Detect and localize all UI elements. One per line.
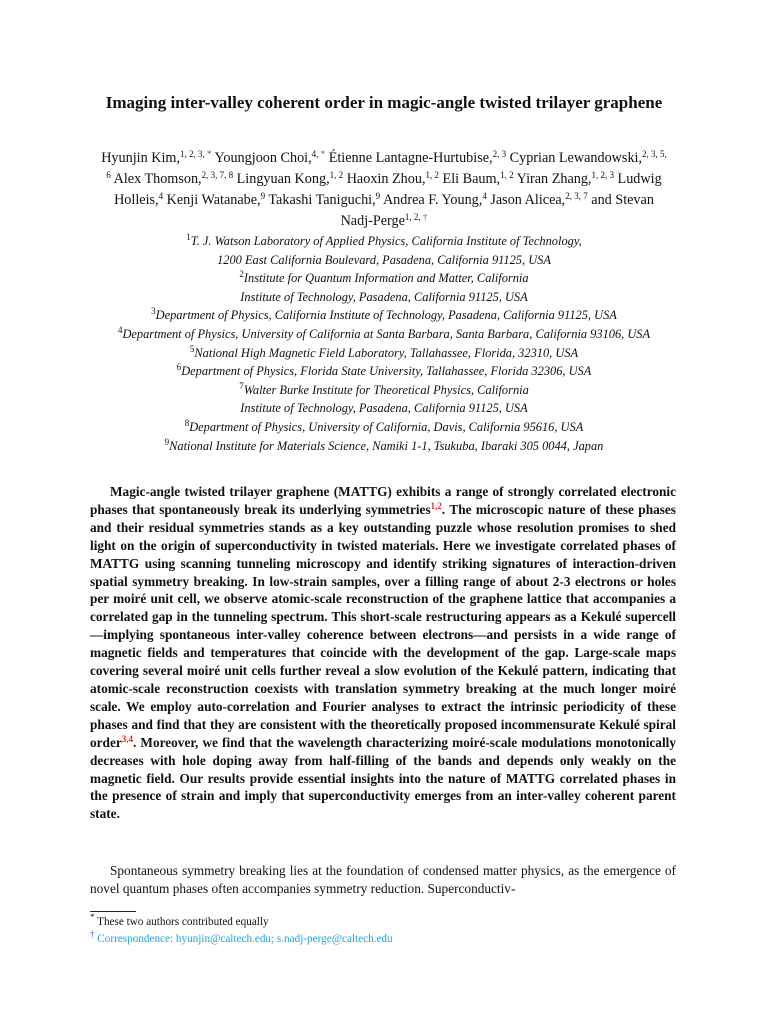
footnote-equal-contribution [90, 914, 676, 931]
author-name: Haoxin Zhou, [346, 171, 426, 187]
footnote-star-text: These two authors contributed equally [97, 916, 269, 928]
abstract-text-1: Magic-angle twisted trilayer graphene (MATTG) exhibits a range of strongly correlated electronic phases that spontaneously break its underlying symmetries [90, 484, 676, 517]
affiliation-text: Institute of Technology, Pasadena, California 91125, USA [240, 401, 528, 416]
affiliation-line [60, 437, 708, 456]
author-name: Lingyuan Kong, [236, 171, 330, 187]
affiliation-text: National Institute for Materials Science, Namiki 1-1, Tsukuba, Ibaraki 305 0044, Japan [169, 438, 604, 453]
affiliation-text: Department of Physics, Florida State University, Tallahassee, Florida 32306, USA [181, 364, 592, 379]
footnote-dagger-mark: † [90, 929, 95, 939]
author-affiliation-numbers: 1, 2 [425, 170, 439, 180]
affiliation-number: 9 [164, 436, 170, 447]
author-footnote-mark[interactable]: † [422, 212, 428, 222]
author-entry [443, 171, 514, 187]
author-name: Hyunjin Kim, [101, 150, 181, 166]
affiliation-text: Department of Physics, University of California at Santa Barbara, Santa Barbara, California 93106, USA [122, 326, 651, 341]
affiliation-line [60, 344, 708, 363]
author-footnote-mark[interactable]: * [207, 149, 212, 159]
author-entry [101, 150, 211, 166]
author-entry [167, 192, 265, 208]
affiliation-line [60, 288, 708, 307]
affiliation-line [60, 269, 708, 288]
author-affiliation-numbers: 4 [158, 191, 164, 201]
author-affiliation-numbers: 2, 3, 5, 6 [106, 149, 667, 180]
author-entry [329, 150, 506, 166]
correspondence-email-link[interactable]: Correspondence: hyunjin@caltech.edu; s.nadj-perge@caltech.edu [97, 933, 393, 945]
affiliation-text: T. J. Watson Laboratory of Applied Physics, California Institute of Technology, [190, 234, 582, 248]
author-affiliation-numbers: 9 [260, 191, 266, 201]
author-entry [490, 192, 587, 208]
affiliation-line [60, 362, 708, 381]
author-name: Yiran Zhang, [516, 171, 592, 187]
affiliation-number: 8 [184, 417, 190, 428]
abstract-text-2: . The microscopic nature of these phases and their residual symmetries stands as a key outstanding puzzle whose resolution promises to shed light on the origin of superconductivity in twisted materials. Here we investigate correlated phases of MATTG using scanning tunneling microscopy and identify striking signatures of interaction-driven spatial symmetry breaking. In low-strain samples, over a filling range of about 2-3 electrons or holes per moiré unit cell, we observe atomic-scale reconstruction of the graphene lattice that accompanies a correlated gap in the tunneling spectrum. This short-scale restructuring appears as a Kekulé supercell—implying spontaneous inter-valley coherence between electrons—and persists in a wide range of magnetic fields and temperatures that coincide with the development of the gap. Large-scale maps covering several moiré unit cells further reveal a slow evolution of the Kekulé pattern, indicating that atomic-scale reconstruction coexists with translation symmetry breaking at the much longer moiré scale. We employ auto-correlation and Fourier analyses to extract the intrinsic periodicity of these phases and find that they are consistent with the theoretically proposed incommensurate Kekulé spiral order [90, 501, 676, 750]
affiliation-line [60, 325, 708, 344]
author-entry [383, 192, 487, 208]
affiliation-number: 3 [151, 306, 156, 317]
author-name: Takashi Taniguchi, [268, 192, 376, 208]
author-affiliation-numbers: 1, 2, 3, [180, 149, 208, 159]
author-name: Étienne Lantagne-Hurtubise, [328, 150, 493, 166]
author-affiliation-numbers: 2, 3 [492, 149, 507, 159]
affiliation-text: 1200 East California Boulevard, Pasadena, California 91125, USA [217, 252, 551, 267]
affiliation-line [60, 399, 708, 418]
author-entry [517, 171, 614, 187]
affiliation-number: 6 [176, 362, 182, 373]
author-entry [237, 171, 344, 187]
author-name: Youngjoon Choi, [214, 150, 312, 166]
author-name: and Stevan Nadj-Perge [340, 192, 654, 229]
affiliation-line [60, 306, 708, 325]
author-name: Kenji Watanabe, [166, 192, 261, 208]
author-affiliation-numbers: 1, 2 [500, 170, 514, 180]
paper-title: Imaging inter-valley coherent order in magic-angle twisted trilayer graphene [105, 93, 663, 112]
affiliation-text: Institute for Quantum Information and Matter, California [243, 271, 529, 286]
affiliation-list [60, 232, 708, 455]
footnote-correspondence [90, 931, 676, 948]
footnotes [90, 914, 676, 948]
author-list [100, 148, 668, 232]
affiliation-line [60, 251, 708, 270]
author-entry [347, 171, 439, 187]
affiliation-number: 2 [239, 269, 244, 280]
affiliation-line [60, 418, 708, 437]
affiliation-number: 1 [186, 232, 191, 242]
author-entry [268, 192, 380, 208]
author-name: Alex Thomson, [113, 171, 202, 187]
author-name: Cyprian Lewandowski, [509, 150, 643, 166]
author-entry [114, 171, 234, 187]
affiliation-number: 7 [239, 380, 244, 391]
affiliation-line [60, 381, 708, 400]
author-affiliation-numbers: 4, [311, 149, 321, 159]
affiliation-line [60, 232, 708, 251]
author-affiliation-numbers: 4 [482, 191, 487, 201]
author-name: Andrea F. Young, [382, 192, 483, 208]
footnote-star-mark: * [90, 912, 95, 922]
abstract [90, 483, 676, 823]
intro-text: Spontaneous symmetry breaking lies at the foundation of condensed matter physics, as the emergence of novel quantum phases often accompanies symmetry reduction. Superconductiv- [90, 863, 676, 897]
author-affiliation-numbers: 2, 3, 7, 8 [201, 170, 234, 180]
affiliation-text: Institute of Technology, Pasadena, California 91125, USA [240, 289, 528, 304]
author-affiliation-numbers: 1, 2, 3 [591, 170, 614, 180]
author-name: Ludwig Holleis, [114, 171, 662, 208]
affiliation-text: Walter Burke Institute for Theoretical Physics, California [243, 382, 529, 397]
author-name: Jason Alicea, [490, 192, 566, 208]
citation-link[interactable]: 1,2 [430, 500, 442, 511]
citation-link[interactable]: 3,4 [121, 733, 133, 744]
affiliation-text: Department of Physics, California Institute of Technology, Pasadena, California 91125, USA [155, 308, 617, 323]
author-affiliation-numbers: 1, 2, [404, 212, 423, 222]
author-name: Eli Baum, [442, 171, 501, 187]
author-affiliation-numbers: 9 [375, 191, 381, 201]
affiliation-number: 5 [189, 343, 195, 354]
author-affiliation-numbers: 1, 2 [329, 170, 344, 180]
affiliation-text: Department of Physics, University of California, Davis, California 95616, USA [189, 419, 584, 434]
affiliation-text: National High Magnetic Field Laboratory, Tallahassee, Florida, 32310, USA [194, 345, 579, 360]
author-affiliation-numbers: 2, 3, 7 [565, 191, 588, 201]
footnote-divider [90, 911, 136, 912]
author-footnote-mark[interactable]: * [320, 149, 326, 159]
intro-paragraph [90, 862, 676, 899]
abstract-text-3: . Moreover, we find that the wavelength characterizing moiré-scale modulations monotonically decreases with hole doping away from half-filling of the bands and depends only weakly on the magnetic field. Our results provide essential insights into the nature of MATTG correlated phases in the presence of strain and imply that superconductivity emerges from an inter-valley coherent parent state. [90, 734, 676, 822]
affiliation-number: 4 [117, 324, 123, 335]
author-entry [215, 150, 326, 166]
